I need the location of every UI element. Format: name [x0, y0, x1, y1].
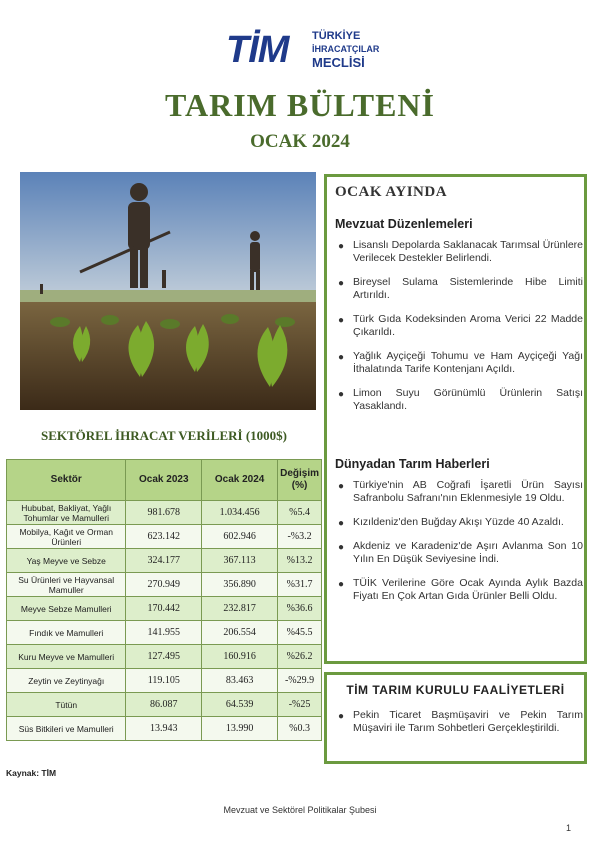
col-ocak-2023: Ocak 2023 [126, 460, 202, 501]
cell-2024: 206.554 [202, 621, 278, 645]
bullet-icon: ● [338, 579, 345, 590]
cell-sector: Süs Bitkileri ve Mamulleri [7, 717, 126, 741]
list-item-text: Pekin Ticaret Başmüşaviri ve Pekin Tarım Müşaviri ile Tarım Sohbetleri Gerçekleştirildi. [353, 709, 583, 734]
cell-change: %26.2 [278, 645, 322, 669]
cell-sector: Fındık ve Mamulleri [7, 621, 126, 645]
table-row [7, 645, 322, 669]
logo-line-1: TÜRKİYE [312, 30, 361, 42]
bullet-icon: ● [338, 315, 345, 326]
col-ocak-2024: Ocak 2024 [202, 460, 278, 501]
cell-change: %5.4 [278, 501, 322, 525]
cell-2024: 83.463 [202, 669, 278, 693]
table-row [7, 717, 322, 741]
cell-2024: 160.916 [202, 645, 278, 669]
cell-change: %36.6 [278, 597, 322, 621]
logo-line-2: İHRACATÇILAR [312, 44, 380, 54]
ocak-ayinda-box [324, 174, 587, 664]
list-item [331, 709, 583, 735]
cell-change: -%25 [278, 693, 322, 717]
list-item-text: Bireysel Sulama Sistemlerinde Hibe Limiti Artırıldı. [353, 276, 583, 301]
col-degisim: Değişim (%) [278, 460, 322, 501]
cell-2023: 270.949 [126, 573, 202, 597]
logo-mark: TİM [226, 29, 289, 71]
cell-sector: Kuru Meyve ve Mamulleri [7, 645, 126, 669]
cell-2023: 170.442 [126, 597, 202, 621]
list-item [331, 350, 583, 376]
cell-2023: 324.177 [126, 549, 202, 573]
cell-2023: 13.943 [126, 717, 202, 741]
bulletin-title: TARIM BÜLTENİ [165, 87, 435, 123]
bullet-icon: ● [338, 278, 345, 289]
export-table [6, 459, 322, 741]
list-item [331, 313, 583, 339]
farm-photo-illustration [20, 172, 316, 410]
table-row [7, 573, 322, 597]
kurul-box [324, 672, 587, 764]
bullet-icon: ● [338, 241, 345, 252]
page-number: 1 [566, 823, 572, 833]
list-item-text: TÜİK Verilerine Göre Ocak Ayında Aylık Bazda Fiyatı En Çok Artan Gıda Ürünler Belli Oldu. [353, 577, 583, 602]
bullet-icon: ● [338, 481, 345, 492]
bullet-icon: ● [338, 389, 345, 400]
export-table-title: SEKTÖREL İHRACAT VERİLERİ (1000$) [41, 428, 287, 443]
cell-2023: 981.678 [126, 501, 202, 525]
cell-2024: 367.113 [202, 549, 278, 573]
table-row [7, 693, 322, 717]
cell-2024: 232.817 [202, 597, 278, 621]
table-row [7, 525, 322, 549]
cell-2024: 13.990 [202, 717, 278, 741]
table-row [7, 549, 322, 573]
logo-text [312, 30, 379, 69]
list-item-text: Lisanslı Depolarda Saklanacak Tarımsal Ürünlere Verilecek Destekler Belirlendi. [353, 239, 583, 264]
cell-sector: Yaş Meyve ve Sebze [7, 549, 126, 573]
cell-2023: 623.142 [126, 525, 202, 549]
bullet-icon: ● [338, 518, 345, 529]
table-row [7, 621, 322, 645]
table-header-row [7, 460, 322, 501]
list-item [331, 577, 583, 603]
cell-sector: Su Ürünleri ve Hayvansal Mamuller [7, 573, 126, 597]
cell-sector: Meyve Sebze Mamulleri [7, 597, 126, 621]
footer-department: Mevzuat ve Sektörel Politikalar Şubesi [223, 805, 377, 815]
cell-sector: Zeytin ve Zeytinyağı [7, 669, 126, 693]
bullet-icon: ● [338, 352, 345, 363]
mevzuat-list [331, 239, 583, 413]
list-item-text: Türkiye'nin AB Coğrafi İşaretli Ürün Sayısı Safranbolu Safranı'nın Eklenmesiyle 19 Oldu. [353, 479, 583, 504]
cell-2023: 141.955 [126, 621, 202, 645]
list-item-text: Akdeniz ve Karadeniz'de Aşırı Avlanma Son 10 Yılın En Düşük Seviyesine İndi. [353, 540, 583, 565]
cell-change: -%29.9 [278, 669, 322, 693]
table-row [7, 597, 322, 621]
list-item [331, 387, 583, 413]
ocak-ayinda-title: OCAK AYINDA [335, 184, 448, 200]
cell-change: %0.3 [278, 717, 322, 741]
farm-photo [20, 172, 316, 410]
list-item [331, 239, 583, 265]
table-row [7, 501, 322, 525]
col-sektor: Sektör [7, 460, 126, 501]
cell-sector: Mobilya, Kağıt ve Orman Ürünleri [7, 525, 126, 549]
cell-change: %31.7 [278, 573, 322, 597]
cell-2023: 127.495 [126, 645, 202, 669]
cell-sector: Hububat, Bakliyat, Yağlı Tohumlar ve Mamulleri [7, 501, 126, 525]
cell-change: %13.2 [278, 549, 322, 573]
dunya-heading: Dünyadan Tarım Haberleri [335, 457, 490, 471]
cell-2023: 119.105 [126, 669, 202, 693]
bullet-icon: ● [338, 542, 345, 553]
bulletin-date: OCAK 2024 [250, 131, 350, 152]
list-item [331, 276, 583, 302]
cell-2024: 356.890 [202, 573, 278, 597]
cell-change: -%3.2 [278, 525, 322, 549]
dunya-list [331, 479, 583, 603]
tim-logo [226, 28, 386, 72]
list-item [331, 540, 583, 566]
kurul-title: TİM TARIM KURULU FAALİYETLERİ [346, 683, 565, 697]
bullet-icon: ● [338, 711, 345, 722]
cell-sector: Tütün [7, 693, 126, 717]
cell-2024: 64.539 [202, 693, 278, 717]
cell-2024: 1.034.456 [202, 501, 278, 525]
list-item-text: Kızıldeniz'den Buğday Akışı Yüzde 40 Azaldı. [353, 516, 564, 528]
logo-line-3: MECLİSİ [312, 55, 365, 70]
list-item-text: Limon Suyu Görünümlü Ürünlerin Satışı Yasaklandı. [353, 387, 583, 412]
kurul-list [331, 709, 583, 735]
list-item-text: Türk Gıda Kodeksinden Aroma Verici 22 Madde Çıkarıldı. [353, 313, 583, 338]
cell-change: %45.5 [278, 621, 322, 645]
mevzuat-heading: Mevzuat Düzenlemeleri [335, 217, 473, 231]
table-row [7, 669, 322, 693]
cell-2023: 86.087 [126, 693, 202, 717]
list-item [331, 479, 583, 505]
cell-2024: 602.946 [202, 525, 278, 549]
list-item-text: Yağlık Ayçiçeği Tohumu ve Ham Ayçiçeği Yağı İthalatında Tarife Kontenjanı Açıldı. [353, 350, 583, 375]
table-source: Kaynak: TİM [6, 768, 57, 778]
list-item [331, 516, 583, 529]
